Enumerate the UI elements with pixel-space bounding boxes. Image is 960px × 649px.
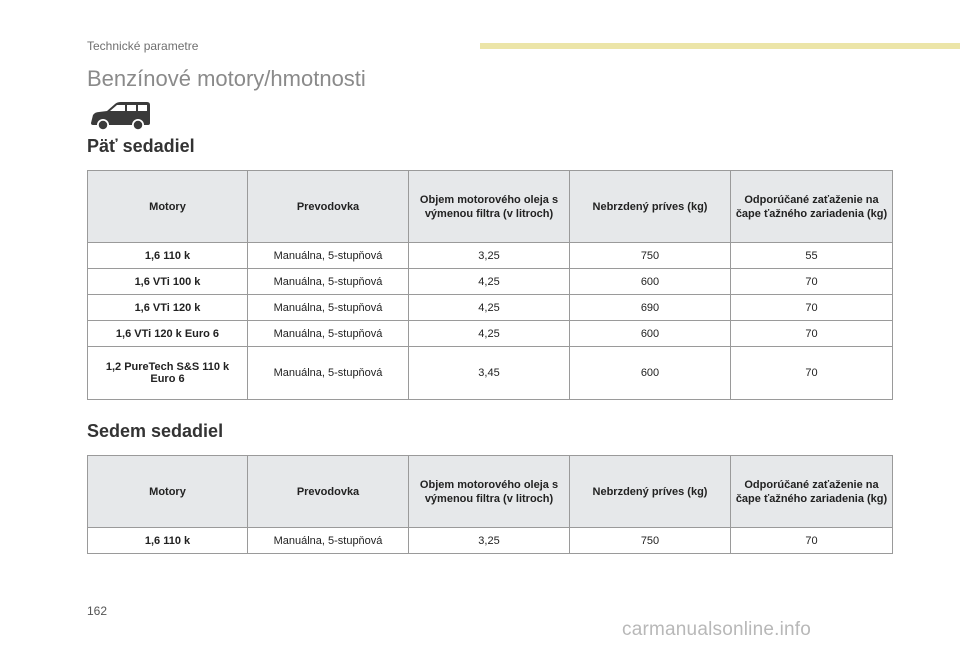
trailer-cell: 690 — [570, 295, 731, 321]
towbar-load-cell: 70 — [731, 321, 893, 347]
table-header-row — [88, 456, 893, 528]
trailer-cell: 750 — [570, 243, 731, 269]
column-header: Nebrzdený príves (kg) — [570, 171, 731, 243]
engine-cell: 1,2 PureTech S&S 110 k Euro 6 — [88, 347, 248, 400]
table-row — [88, 269, 893, 295]
page-number: 162 — [87, 604, 108, 618]
five-seats-heading: Päť sedadiel — [87, 136, 195, 156]
towbar-load-cell: 55 — [731, 243, 893, 269]
five-seats-table — [87, 170, 893, 400]
seven-seats-table — [87, 455, 893, 554]
table-row — [88, 295, 893, 321]
table-row — [88, 528, 893, 554]
column-header: Motory — [88, 171, 248, 243]
car-side-icon — [87, 100, 153, 133]
column-header: Prevodovka — [248, 456, 409, 528]
column-header: Motory — [88, 456, 248, 528]
header-accent-bar — [480, 43, 960, 49]
column-header: Objem motorového oleja s výmenou filtra (v litroch) — [409, 456, 570, 528]
towbar-load-cell: 70 — [731, 295, 893, 321]
towbar-load-cell: 70 — [731, 528, 893, 554]
engine-cell: 1,6 VTi 100 k — [88, 269, 248, 295]
column-header: Odporúčané zaťaženie na čape ťažného zariadenia (kg) — [731, 456, 893, 528]
oil-volume-cell: 3,45 — [409, 347, 570, 400]
gearbox-cell: Manuálna, 5-stupňová — [248, 528, 409, 554]
page-title: Benzínové motory/hmotnosti — [87, 66, 366, 91]
seven-seats-heading: Sedem sedadiel — [87, 421, 224, 441]
trailer-cell: 600 — [570, 269, 731, 295]
engine-cell: 1,6 110 k — [88, 243, 248, 269]
section-header: Technické parametre — [87, 39, 199, 53]
gearbox-cell: Manuálna, 5-stupňová — [248, 269, 409, 295]
oil-volume-cell: 4,25 — [409, 295, 570, 321]
trailer-cell: 750 — [570, 528, 731, 554]
column-header: Prevodovka — [248, 171, 409, 243]
table-row — [88, 321, 893, 347]
oil-volume-cell: 3,25 — [409, 528, 570, 554]
engine-cell: 1,6 VTi 120 k Euro 6 — [88, 321, 248, 347]
gearbox-cell: Manuálna, 5-stupňová — [248, 295, 409, 321]
oil-volume-cell: 3,25 — [409, 243, 570, 269]
gearbox-cell: Manuálna, 5-stupňová — [248, 321, 409, 347]
table-row — [88, 347, 893, 400]
table-header-row — [88, 171, 893, 243]
oil-volume-cell: 4,25 — [409, 321, 570, 347]
trailer-cell: 600 — [570, 347, 731, 400]
engine-cell: 1,6 VTi 120 k — [88, 295, 248, 321]
gearbox-cell: Manuálna, 5-stupňová — [248, 347, 409, 400]
towbar-load-cell: 70 — [731, 269, 893, 295]
column-header: Objem motorového oleja s výmenou filtra (v litroch) — [409, 171, 570, 243]
trailer-cell: 600 — [570, 321, 731, 347]
towbar-load-cell: 70 — [731, 347, 893, 400]
column-header: Nebrzdený príves (kg) — [570, 456, 731, 528]
watermark: carmanualsonline.info — [622, 619, 812, 640]
gearbox-cell: Manuálna, 5-stupňová — [248, 243, 409, 269]
column-header: Odporúčané zaťaženie na čape ťažného zariadenia (kg) — [731, 171, 893, 243]
engine-cell: 1,6 110 k — [88, 528, 248, 554]
table-row — [88, 243, 893, 269]
oil-volume-cell: 4,25 — [409, 269, 570, 295]
